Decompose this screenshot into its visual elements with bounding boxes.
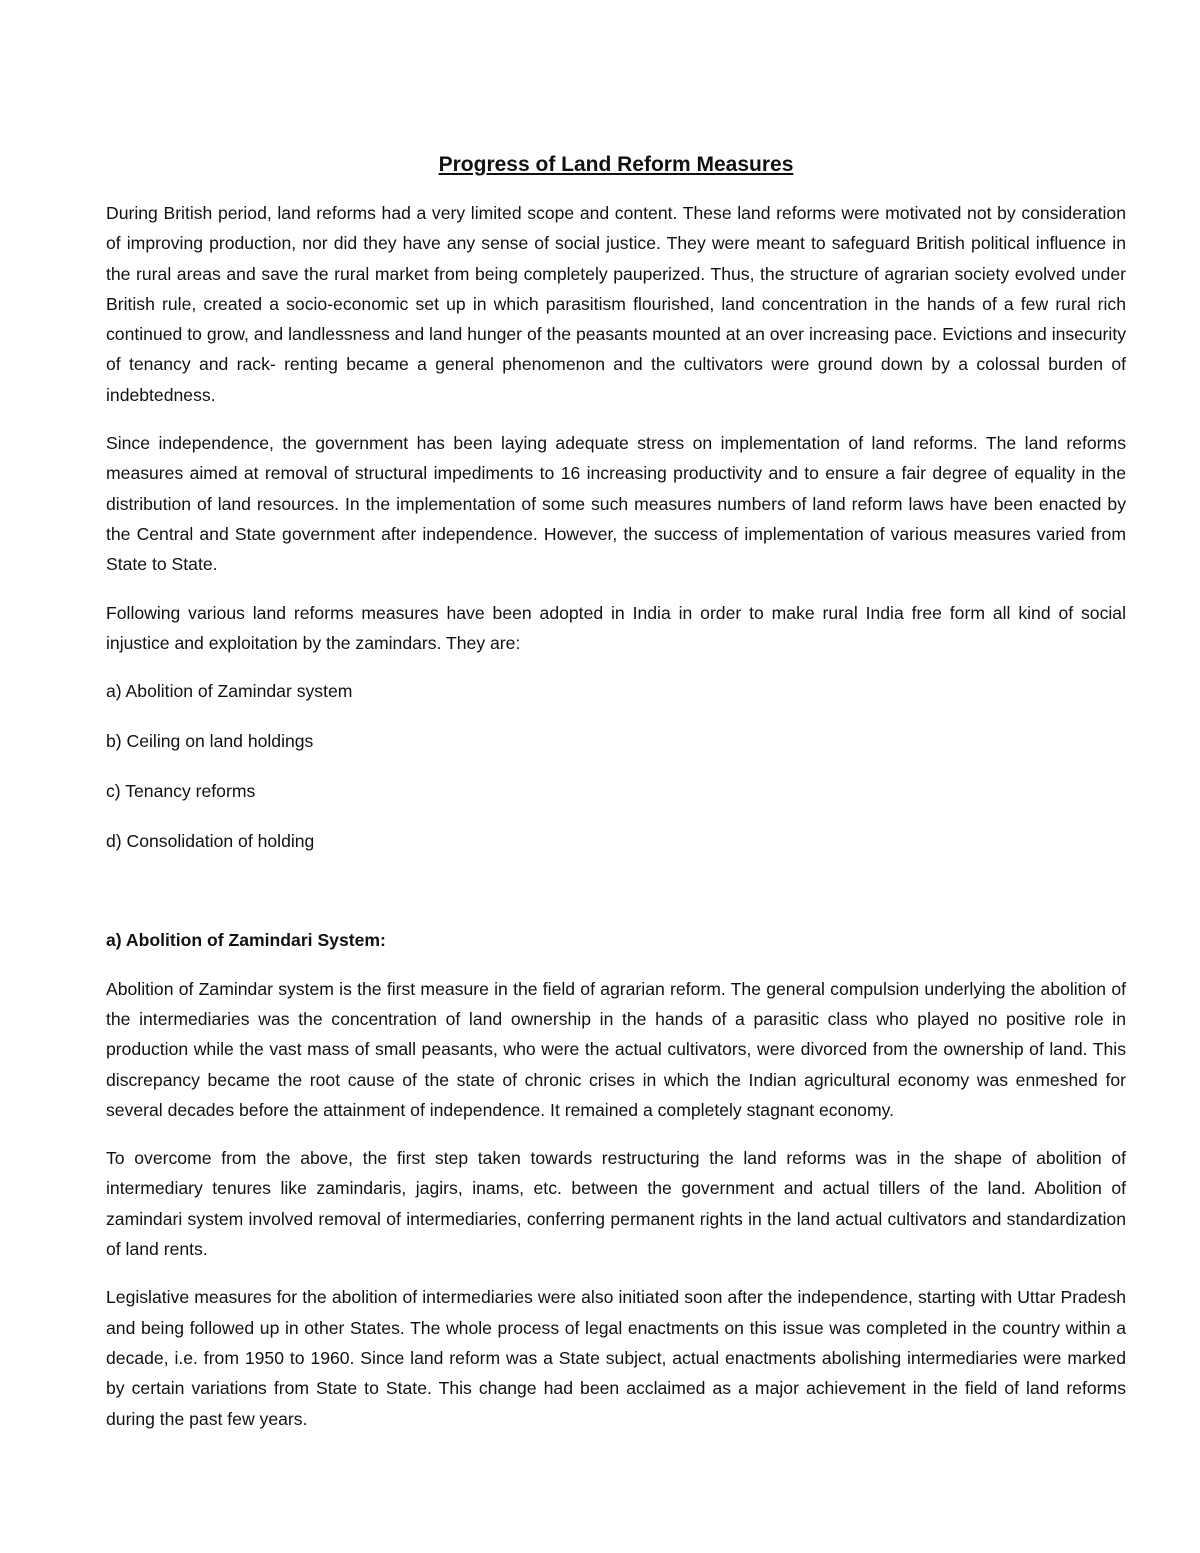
list-item: b) Ceiling on land holdings — [106, 731, 314, 752]
intro-paragraph-2: Since independence, the government has been laying adequate stress on implementation of land reforms. The land reforms measures aimed at removal of structural impediments to 16 increasing productivity and to ensure a fair degree of equality in the distribution of land resources. In the implementation of some such measures numbers of land reform laws have been enacted by the Central and State government after independence. However, the success of implementation of various measures varied from State to State. — [106, 433, 1126, 575]
intro-paragraph-3: Following various land reforms measures have been adopted in India in order to make rural India free form all kind of social injustice and exploitation by the zamindars. They are: — [106, 602, 1126, 653]
list-item: d) Consolidation of holding — [106, 831, 315, 852]
list-item: c) Tenancy reforms — [106, 781, 256, 802]
section-paragraph-3: Legislative measures for the abolition of intermediaries were also initiated soon after the independence, starting with Uttar Pradesh and being followed up in other States. The whole process of legal enactments on this issue was completed in the country within a decade, i.e. from 1950 to 1960. Since land reform was a State subject, actual enactments abolishing intermediaries were marked by certain variations from State to State. This change had been acclaimed as a major achievement in the field of land reforms during the past few years. — [106, 1287, 1126, 1429]
section-paragraph-2: To overcome from the above, the first step taken towards restructuring the land reforms was in the shape of abolition of intermediary tenures like zamindaris, jagirs, inams, etc. between the government and actual tillers of the land. Abolition of zamindari system involved removal of intermediaries, conferring permanent rights in the land actual cultivators and standardization of land rents. — [106, 1148, 1126, 1260]
document-title: Progress of Land Reform Measures — [438, 153, 794, 176]
section-heading: a) Abolition of Zamindari System: — [106, 930, 386, 951]
intro-paragraph-1: During British period, land reforms had a very limited scope and content. These land reforms were motivated not by consideration of improving production, nor did they have any sense of social justice. They were meant to safeguard British political influence in the rural areas and save the rural market from being completely pauperized. Thus, the structure of agrarian society evolved under British rule, created a socio-economic set up in which parasitism flourished, land concentration in the hands of a few rural rich continued to grow, and landlessness and land hunger of the peasants mounted at an over increasing pace. Evictions and insecurity of tenancy and rack- renting became a general phenomenon and the cultivators were ground down by a colossal burden of indebtedness. — [106, 203, 1126, 405]
section-paragraph-1: Abolition of Zamindar system is the first measure in the field of agrarian reform. The general compulsion underlying the abolition of the intermediaries was the concentration of land ownership in the hands of a parasitic class who played no positive role in production while the vast mass of small peasants, who were the actual cultivators, were divorced from the ownership of land. This discrepancy became the root cause of the state of chronic crises in which the Indian agricultural economy was enmeshed for several decades before the attainment of independence. It remained a completely stagnant economy. — [106, 978, 1126, 1120]
list-item: a) Abolition of Zamindar system — [106, 681, 353, 702]
document-page — [106, 150, 1126, 1452]
measures-list — [106, 676, 1126, 856]
